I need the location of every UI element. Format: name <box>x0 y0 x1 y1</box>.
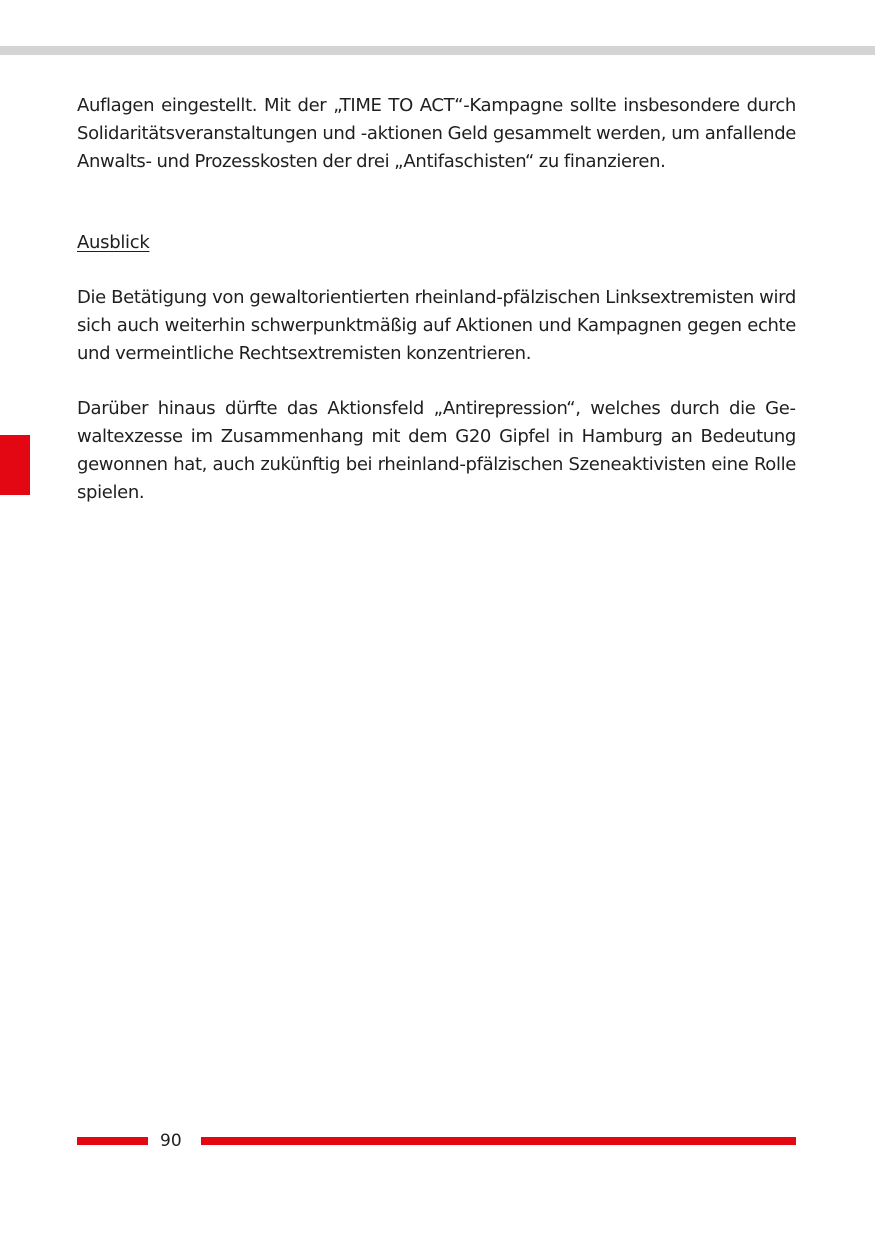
outlook-paragraph-2: Darüber hinaus dürfte das Aktionsfeld „Antirepression“, welches durch die Gewaltexzesse im Zusammenhang mit dem G20 Gipfel in Hamburg an Bedeutung gewonnen hat, auch zukünftig bei rheinland-pfälzischen Szeneaktivisten eine Rolle spielen. <box>77 398 796 503</box>
page-footer <box>77 1128 796 1154</box>
outlook-paragraph-1: Die Betätigung von gewaltorientierten rheinland-pfälzischen Linksextremisten wird sich auch weiterhin schwerpunktmäßig auf Aktionen und Kampagnen gegen echte und vermeintliche Rechtsextremisten konzentrieren. <box>77 287 796 364</box>
section-heading: Ausblick <box>77 232 150 253</box>
chapter-side-tab <box>0 435 30 495</box>
page-number: 90 <box>160 1131 182 1151</box>
page-content <box>77 92 796 507</box>
intro-paragraph: Auflagen eingestellt. Mit der „TIME TO ACT“-Kampagne sollte insbesondere durch Solidaritätsveranstaltungen und -aktionen Geld gesammelt werden, um anfallende Anwalts- und Prozesskosten der drei „Antifaschisten“ zu finanzieren. <box>77 95 796 172</box>
footer-bar-right <box>201 1137 796 1145</box>
footer-bar-left <box>77 1137 148 1145</box>
top-header-rule <box>0 46 875 55</box>
